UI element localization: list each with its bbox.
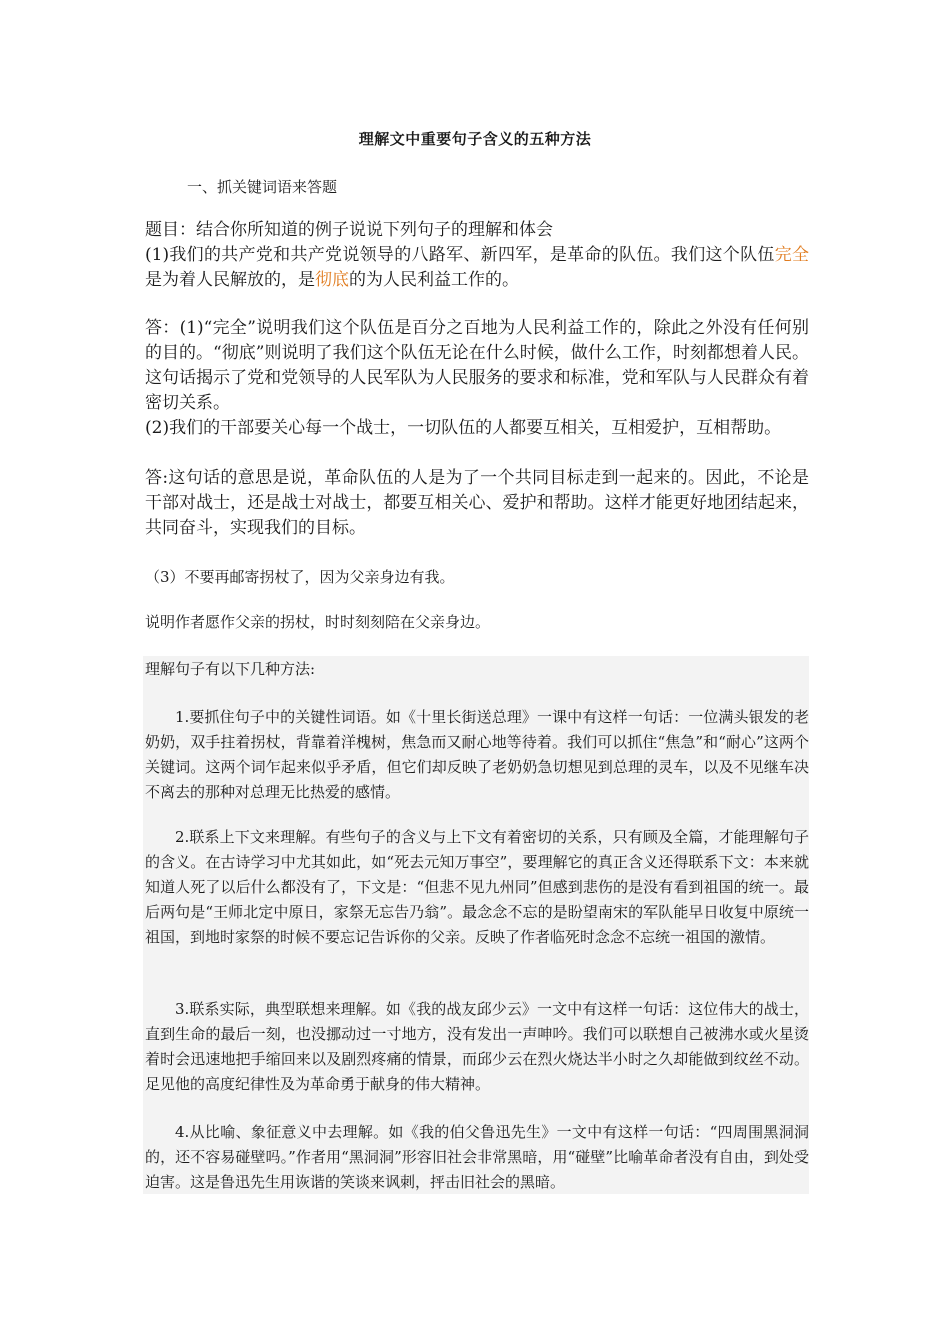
highlight-word-wanquan: 完全 bbox=[774, 245, 809, 265]
highlight-word-chedi: 彻底 bbox=[315, 270, 349, 290]
question-1 bbox=[145, 243, 809, 293]
answer-1: 答：(1)“完全”说明我们这个队伍是百分之百地为人民利益工作的，除此之外没有任何别的目的。“彻底”则说明了我们这个队伍无论在什么时候，做什么工作，时刻都想着人民。这句话揭示了党和党领导的人民军队为人民服务的要求和标准，党和军队与人民群众有着密切关系。 bbox=[145, 318, 809, 413]
question-1-text-b: 是为着人民解放的，是 bbox=[145, 270, 315, 290]
section-heading: 一、抓关键词语来答题 bbox=[187, 178, 338, 196]
question-prompt: 题目：结合你所知道的例子说说下列句子的理解和体会 bbox=[145, 220, 553, 240]
question-2: (2)我们的干部要关心每一个战士，一切队伍的人都要互相关，互相爱护，互相帮助。 bbox=[145, 418, 782, 438]
question-1-text-a: (1)我们的共产党和共产党说领导的八路军、新四军，是革命的队伍。我们这个队伍 bbox=[145, 245, 775, 265]
method-3: 3.联系实际，典型联想来理解。如《我的战友邱少云》一文中有这样一句话：这位伟大的战士，直到生命的最后一刻，也没挪动过一寸地方，没有发出一声呻吟。我们可以联想自己被沸水或火星烫着时会迅速地把手缩回来以及剧烈疼痛的情景，而邱少云在烈火烧达半小时之久却能做到纹丝不动。足见他的高度纪律性及为革命勇于献身的伟大精神。 bbox=[145, 1000, 809, 1093]
method-2: 2.联系上下文来理解。有些句子的含义与上下文有着密切的关系，只有顾及全篇，才能理解句子的含义。在古诗学习中尤其如此，如“死去元知万事空”，要理解它的真正含义还得联系下文：本来就知道人死了以后什么都没有了，下文是：“但悲不见九州同”但感到悲伤的是没有看到祖国的统一。最后两句是“王师北定中原日，家祭无忘告乃翁”。最念念不忘的是盼望南宋的军队能早日收复中原统一祖国，到地时家祭的时候不要忘记告诉你的父亲。反映了作者临死时念念不忘统一祖国的激情。 bbox=[145, 828, 809, 946]
answer-3: 说明作者愿作父亲的拐杖，时时刻刻陪在父亲身边。 bbox=[145, 613, 491, 631]
method-1: 1.要抓住句子中的关键性词语。如《十里长街送总理》一课中有这样一句话：一位满头银发的老奶奶，双手拄着拐杖，背靠着洋槐树，焦急而又耐心地等待着。我们可以抓住“焦急”和“耐心”这两个关键词。这两个词乍起来似乎矛盾，但它们却反映了老奶奶急切想见到总理的灵车，以及不见继车决不离去的那种对总理无比热爱的感情。 bbox=[145, 708, 809, 801]
answer-2: 答:这句话的意思是说，革命队伍的人是为了一个共同目标走到一起来的。因此，不论是干部对战士，还是战士对战士，都要互相关心、爱护和帮助。这样才能更好地团结起来，共同奋斗，实现我们的目标。 bbox=[145, 468, 809, 538]
page-title: 理解文中重要句子含义的五种方法 bbox=[358, 130, 592, 148]
methods-heading: 理解句子有以下几种方法: bbox=[145, 660, 316, 678]
method-4: 4.从比喻、象征意义中去理解。如《我的伯父鲁迅先生》一文中有这样一句话：“四周围黑洞洞的，还不容易碰壁吗。”作者用“黑洞洞”形容旧社会非常黑暗，用“碰壁”比喻革命者没有自由，到处受迫害。这是鲁迅先生用诙谐的笑谈来讽刺，抨击旧社会的黑暗。 bbox=[145, 1123, 809, 1191]
question-3: （3）不要再邮寄拐杖了，因为父亲身边有我。 bbox=[145, 568, 455, 586]
question-1-text-c: 的为人民利益工作的。 bbox=[349, 270, 519, 290]
